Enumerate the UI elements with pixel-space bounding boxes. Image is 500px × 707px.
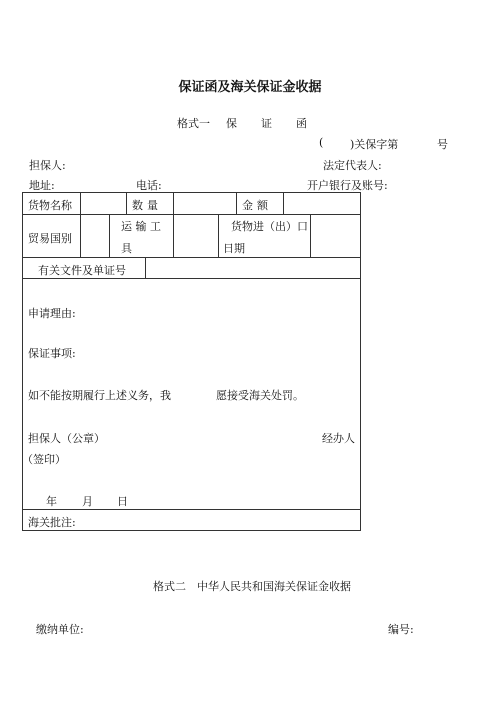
format1-heading-char-2: 证 [261, 117, 272, 130]
cell-transport-line1: 运 输 工 [121, 220, 161, 233]
phone-label: 电话: [136, 179, 162, 192]
cell-goods-name: 货物名称 [28, 199, 72, 212]
guarantee-items-label: 保证事项: [28, 347, 76, 360]
format1-heading-char-3: 函 [296, 117, 307, 130]
cell-quantity: 数量 [132, 199, 162, 212]
reason-label: 申请理由: [28, 307, 76, 320]
date-month: 月 [82, 495, 93, 508]
cell-transport-line2: 具 [121, 242, 132, 255]
cell-documents: 有关文件及单证号 [38, 264, 126, 277]
format2-heading: 格式二 中华人民共和国海关保证金收据 [153, 580, 351, 593]
payer-label: 缴纳单位: [36, 623, 84, 636]
cell-trade-country: 贸易国别 [28, 232, 72, 245]
legal-rep-label: 法定代表人: [323, 159, 382, 172]
cell-amount: 金额 [242, 199, 272, 212]
handler-label: 经办人 [322, 432, 355, 445]
bank-account-label: 开户银行及账号: [307, 179, 388, 192]
address-label: 地址: [29, 179, 55, 192]
receipt-number-label: 编号: [388, 623, 414, 636]
doc-number-label: )关保字第 [350, 138, 399, 151]
cell-import-export-line1: 货物进（出）口 [231, 220, 308, 233]
pledge-text-a: 如不能按期履行上述义务，我 [28, 389, 171, 402]
doc-number-suffix: 号 [437, 138, 448, 151]
date-day: 日 [117, 495, 128, 508]
doc-number-open: ( [319, 136, 324, 149]
customs-approval-label: 海关批注: [28, 516, 76, 529]
format1-heading-prefix: 格式一 [177, 117, 210, 130]
guarantor-label: 担保人: [29, 159, 66, 172]
cell-import-export-line2: 日期 [223, 242, 245, 255]
date-year: 年 [46, 495, 57, 508]
format1-heading-char-1: 保 [226, 117, 237, 130]
signature-label: （签印） [22, 453, 66, 466]
page-title: 保证函及海关保证金收据 [178, 80, 322, 95]
pledge-text-b: 愿接受海关处罚。 [216, 389, 304, 402]
guarantor-seal-label: 担保人（公章） [28, 432, 105, 445]
